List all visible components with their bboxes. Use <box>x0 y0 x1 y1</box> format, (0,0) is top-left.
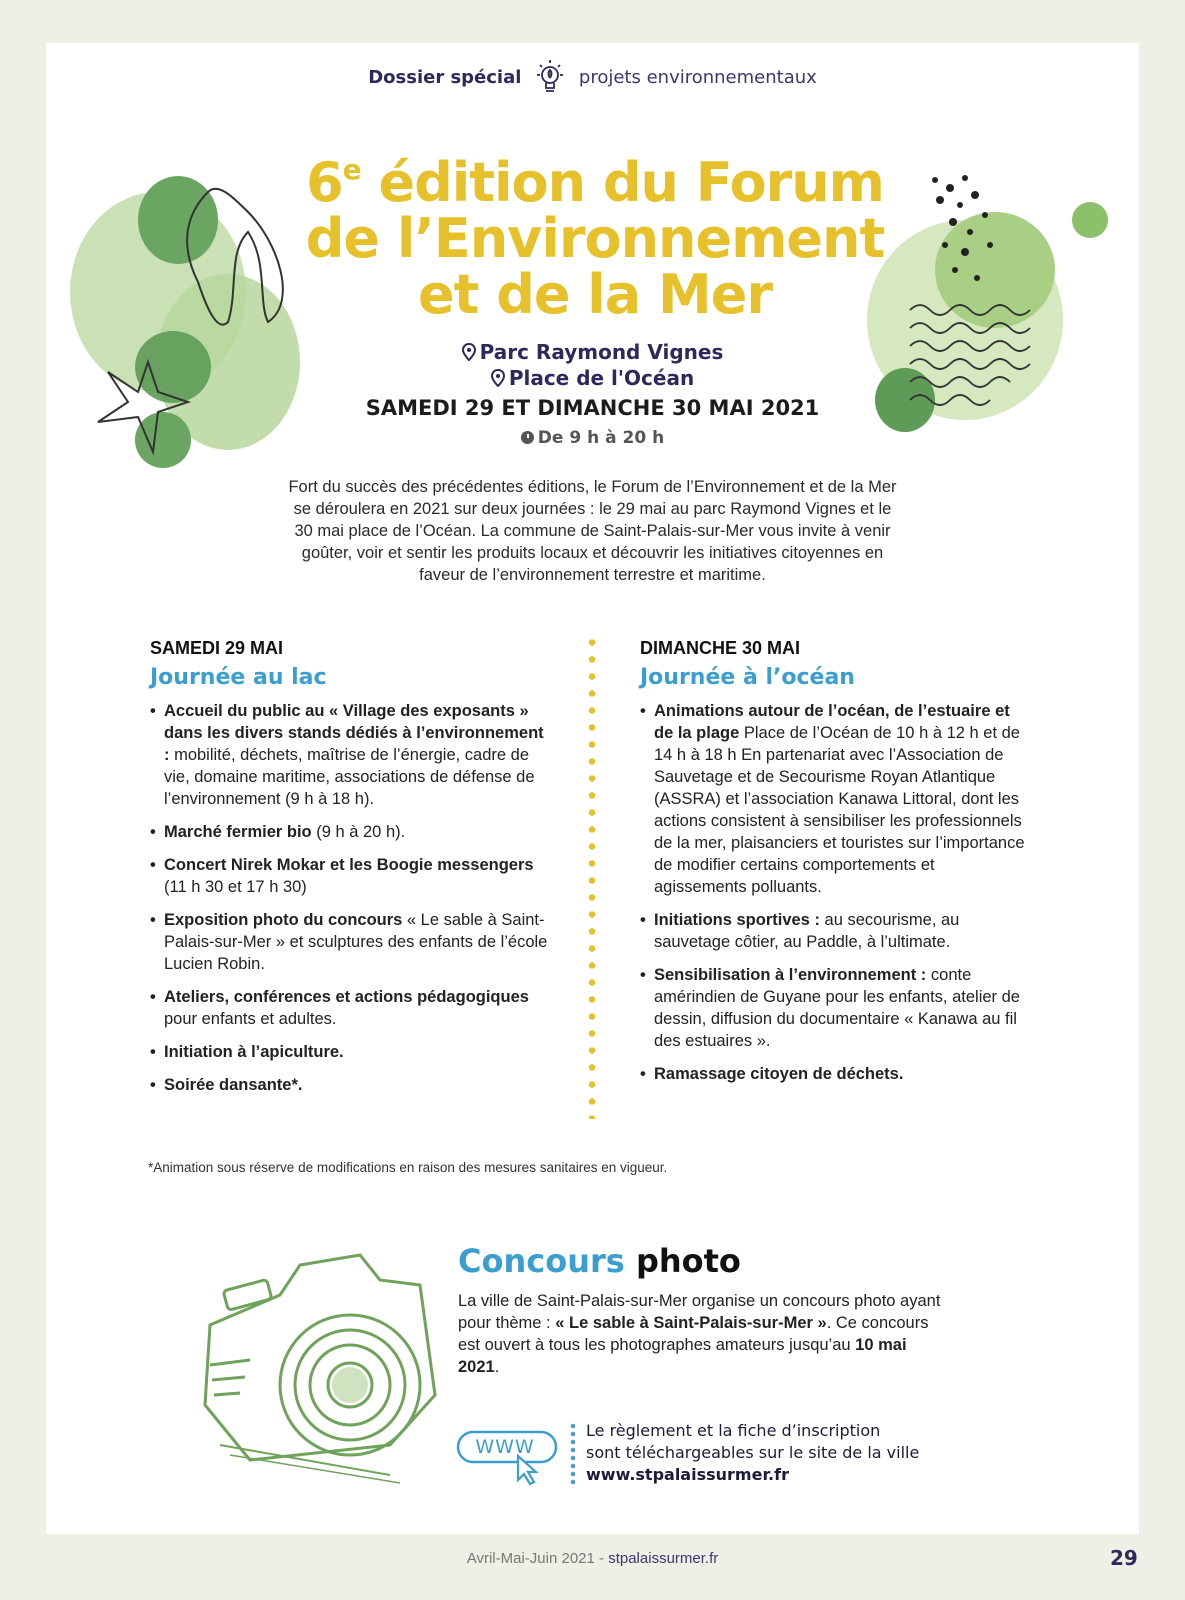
list-item <box>150 821 550 843</box>
title-line-2: de l’Environnement <box>305 207 885 270</box>
location-1-label: Parc Raymond Vignes <box>479 340 724 364</box>
saturday-theme: Journée au lac <box>150 665 327 690</box>
section-header <box>0 58 1185 98</box>
concours-deadline: 10 mai 2021 <box>458 1336 907 1376</box>
list-item <box>150 909 550 975</box>
registration-note <box>586 1420 1006 1486</box>
list-item <box>640 1063 1030 1085</box>
concours-title-dark: photo <box>624 1242 741 1280</box>
note-divider-dots <box>570 1422 576 1488</box>
title-edition-sup: e <box>342 153 361 186</box>
concours-title-blue: Concours <box>458 1242 625 1280</box>
list-item-bold: Ramassage citoyen de déchets. <box>654 1065 904 1083</box>
location-2-label: Place de l'Océan <box>508 366 695 390</box>
header-label-light: projets environnementaux <box>578 67 817 88</box>
list-item-text: pour enfants et adultes. <box>164 1010 337 1028</box>
list-item <box>640 909 1030 953</box>
location-1 <box>0 340 1185 364</box>
title-line-3: et de la Mer <box>417 263 773 326</box>
map-pin-icon <box>462 343 476 361</box>
list-item-text: Place de l’Océan de 10 h à 12 h et de 14 h à 18 h En partenariat avec l’Association de Sauvetage et de Secourisme Royan Atlantique (ASSRA) et l’association Kanawa Littoral, dont les actions consistent à sensibiliser les professionnels de la mer, plaisanciers et touristes sur l’importance de modifier certains comportements et agissements polluants. <box>654 724 1025 896</box>
list-item-text: mobilité, déchets, maîtrise de l’énergie, cadre de vie, domaine maritime, associations de défense de l’environnement (9 h à 18 h). <box>164 746 535 808</box>
concours-description <box>458 1290 948 1378</box>
list-item-bold: Soirée dansante*. <box>164 1076 303 1094</box>
list-item-text: « Le sable à Saint-Palais-sur-Mer » et sculptures des enfants de l’école Lucien Robin. <box>164 911 548 973</box>
list-item <box>150 1041 550 1063</box>
map-pin-icon <box>491 369 505 387</box>
sunday-day: DIMANCHE 30 MAI <box>640 638 801 658</box>
camera-illustration <box>190 1245 445 1485</box>
list-item-bold: Animations autour de l’océan, de l’estuaire et de la plage <box>654 702 1010 742</box>
title-line-1-text: édition du Forum <box>360 151 884 214</box>
list-item-text: (9 h à 20 h). <box>311 823 406 841</box>
concours-theme: « Le sable à Saint-Palais-sur-Mer » <box>555 1314 827 1332</box>
list-item <box>640 964 1030 1052</box>
sunday-theme: Journée à l’océan <box>640 665 855 690</box>
location-2 <box>0 366 1185 390</box>
list-item <box>640 700 1030 898</box>
concours-text-b: . Ce concours est ouvert à tous les photographes amateurs jusqu’au <box>458 1314 929 1354</box>
footer-period: Avril-Mai-Juin 2021 - <box>466 1550 609 1567</box>
page-number: 29 <box>1110 1546 1138 1570</box>
page-footer <box>0 1550 1185 1567</box>
event-hours-text: De 9 h à 20 h <box>537 428 665 448</box>
list-item-bold: Marché fermier bio <box>164 823 312 841</box>
sunday-list <box>640 700 1030 1085</box>
sunday-column <box>640 638 1030 1096</box>
lightbulb-icon <box>533 58 567 98</box>
list-item <box>150 986 550 1030</box>
list-item-text: conte amérindien de Guyane pour les enfants, atelier de dessin, diffusion du documentaire « Kanawa au fil des estuaires ». <box>654 966 1020 1050</box>
list-item-bold: Exposition photo du concours <box>164 911 403 929</box>
saturday-list <box>150 700 550 1096</box>
note-line-1: Le règlement et la fiche d’inscription <box>586 1421 881 1440</box>
list-item-bold: Initiation à l’apiculture. <box>164 1043 344 1061</box>
list-item <box>150 1074 550 1096</box>
list-item <box>150 854 550 898</box>
footnote: *Animation sous réserve de modifications en raison des mesures sanitaires en vigueur. <box>148 1160 668 1175</box>
list-item-bold: Accueil du public au « Village des exposants » dans les divers stands dédiés à l’environnement : <box>164 702 544 764</box>
list-item-bold: Ateliers, conférences et actions pédagogiques <box>164 988 529 1006</box>
list-item <box>150 700 550 810</box>
footer-site-link[interactable]: stpalaissurmer.fr <box>608 1550 719 1567</box>
list-item-bold: Sensibilisation à l’environnement : <box>654 966 927 984</box>
clock-icon <box>521 431 534 444</box>
header-label-strong: Dossier spécial <box>368 67 522 88</box>
list-item-text: (11 h 30 et 17 h 30) <box>164 878 307 896</box>
title-edition-number: 6 <box>306 151 343 214</box>
list-item-text: au secourisme, au sauvetage côtier, au Paddle, à l’ultimate. <box>654 911 960 951</box>
saturday-day: SAMEDI 29 MAI <box>150 638 284 658</box>
intro-paragraph: Fort du succès des précédentes éditions, le Forum de l’Environnement et de la Mer se déroulera en 2021 sur deux journées : le 29 mai au parc Raymond Vignes et le 30 mai place de l’Océan. La commune de Saint-Palais-sur-Mer vous invite à venir goûter, voir et sentir les produits locaux et découvrir les initiatives citoyennes en faveur de l’environnement terrestre et maritime. <box>288 478 897 584</box>
title-line-1 <box>200 151 990 214</box>
note-line-2: sont téléchargeables sur le site de la ville <box>586 1443 920 1462</box>
event-dates: SAMEDI 29 ET DIMANCHE 30 MAI 2021 <box>365 396 820 420</box>
list-item-bold: Initiations sportives : <box>654 911 820 929</box>
concours-text-a: La ville de Saint-Palais-sur-Mer organise un concours photo ayant pour thème : <box>458 1292 941 1332</box>
event-hours <box>0 428 1185 448</box>
saturday-column <box>150 638 550 1107</box>
column-divider-dots <box>588 634 596 1119</box>
concours-text-c: . <box>494 1358 500 1376</box>
www-label: WWW <box>475 1436 535 1458</box>
concours-title <box>458 1242 741 1280</box>
list-item-bold: Concert Nirek Mokar et les Boogie messengers <box>164 856 534 874</box>
site-link[interactable]: www.stpalaissurmer.fr <box>586 1465 789 1484</box>
page-title <box>200 151 990 326</box>
